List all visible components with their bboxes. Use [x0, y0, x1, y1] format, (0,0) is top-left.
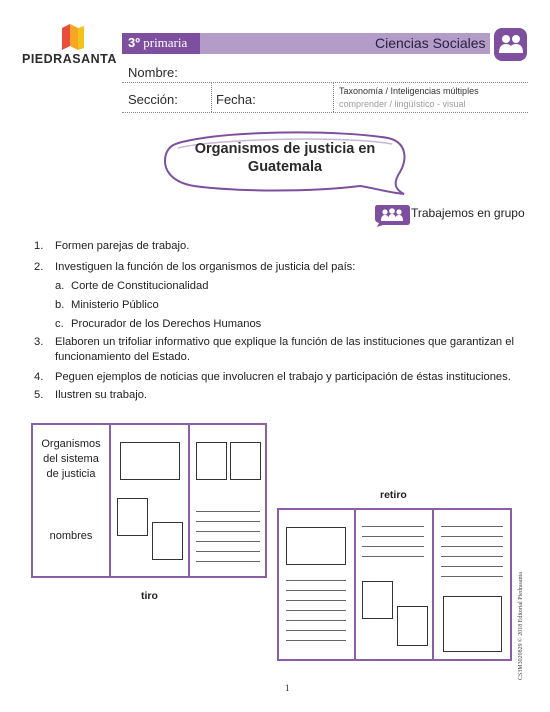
section-date-field[interactable] [122, 112, 528, 113]
page-number: 1 [285, 683, 290, 693]
list-item: 1. Formen parejas de trabajo. [34, 240, 190, 252]
text-line [362, 546, 424, 547]
panel-divider [432, 508, 434, 661]
brand-name: PIEDRASANTA [22, 52, 117, 66]
text-line [441, 556, 503, 557]
image-placeholder [362, 581, 393, 619]
list-item: 5. Ilustren su trabajo. [34, 389, 148, 401]
text-line [286, 580, 346, 581]
page-title: Organismos de justicia en Guatemala [194, 141, 376, 175]
list-item: 3. Elaboren un trifoliar informativo que explique la función de las instituciones que garantizan el [34, 336, 514, 348]
text-line [362, 526, 424, 527]
subject-label: Ciencias Sociales [375, 35, 486, 51]
image-placeholder [117, 498, 148, 536]
side-note: CS3M3020829 © 2018 Editorial Piedrasanta [518, 572, 524, 680]
list-item: a. Corte de Constitucionalidad [55, 280, 209, 292]
list-item: b. Ministerio Público [55, 299, 159, 311]
image-placeholder [397, 606, 428, 646]
text-line [362, 556, 424, 557]
text-line [196, 521, 260, 522]
text-line [441, 536, 503, 537]
text-line [441, 546, 503, 547]
divider [211, 83, 212, 112]
text-line [196, 561, 260, 562]
name-field[interactable] [122, 82, 528, 83]
list-item: c. Procurador de los Derechos Humanos [55, 318, 262, 330]
text-line [441, 566, 503, 567]
names-label: nombres [49, 530, 93, 542]
image-placeholder [286, 527, 346, 565]
text-line [286, 620, 346, 621]
list-item: funcionamiento del Estado. [55, 351, 190, 363]
text-line [286, 640, 346, 641]
list-item: 2. Investiguen la función de los organismos de justicia del país: [34, 261, 356, 273]
text-line [362, 536, 424, 537]
date-label: Fecha: [216, 92, 256, 107]
image-placeholder [230, 442, 261, 480]
group-icon [373, 203, 411, 227]
image-placeholder [120, 442, 180, 480]
back-caption: retiro [380, 489, 407, 501]
text-line [441, 526, 503, 527]
image-placeholder [196, 442, 227, 480]
panel-divider [109, 423, 111, 578]
taxonomy-values: comprender / lingüístico - visual [339, 99, 466, 109]
text-line [196, 551, 260, 552]
group-badge-label: Trabajemos en grupo [411, 206, 525, 220]
text-line [196, 531, 260, 532]
text-line [286, 590, 346, 591]
list-item: 4. Peguen ejemplos de noticias que involucren el trabajo y participación de éstas instituciones. [34, 371, 511, 383]
image-placeholder [443, 596, 502, 652]
panel-divider [354, 508, 356, 661]
divider [333, 83, 334, 112]
text-line [441, 576, 503, 577]
panel-divider [188, 423, 190, 578]
grade-label: 3º primaria [128, 35, 188, 50]
taxonomy-title: Taxonomía / Inteligencias múltiples [339, 86, 479, 96]
section-label: Sección: [128, 92, 178, 107]
text-line [286, 610, 346, 611]
name-label: Nombre: [128, 65, 178, 80]
text-line [286, 630, 346, 631]
text-line [196, 511, 260, 512]
people-group-icon [494, 28, 527, 61]
text-line [196, 541, 260, 542]
image-placeholder [152, 522, 183, 560]
front-panel-text: Organismos del sistema de justicia [41, 438, 101, 480]
front-caption: tiro [141, 590, 158, 602]
text-line [286, 600, 346, 601]
